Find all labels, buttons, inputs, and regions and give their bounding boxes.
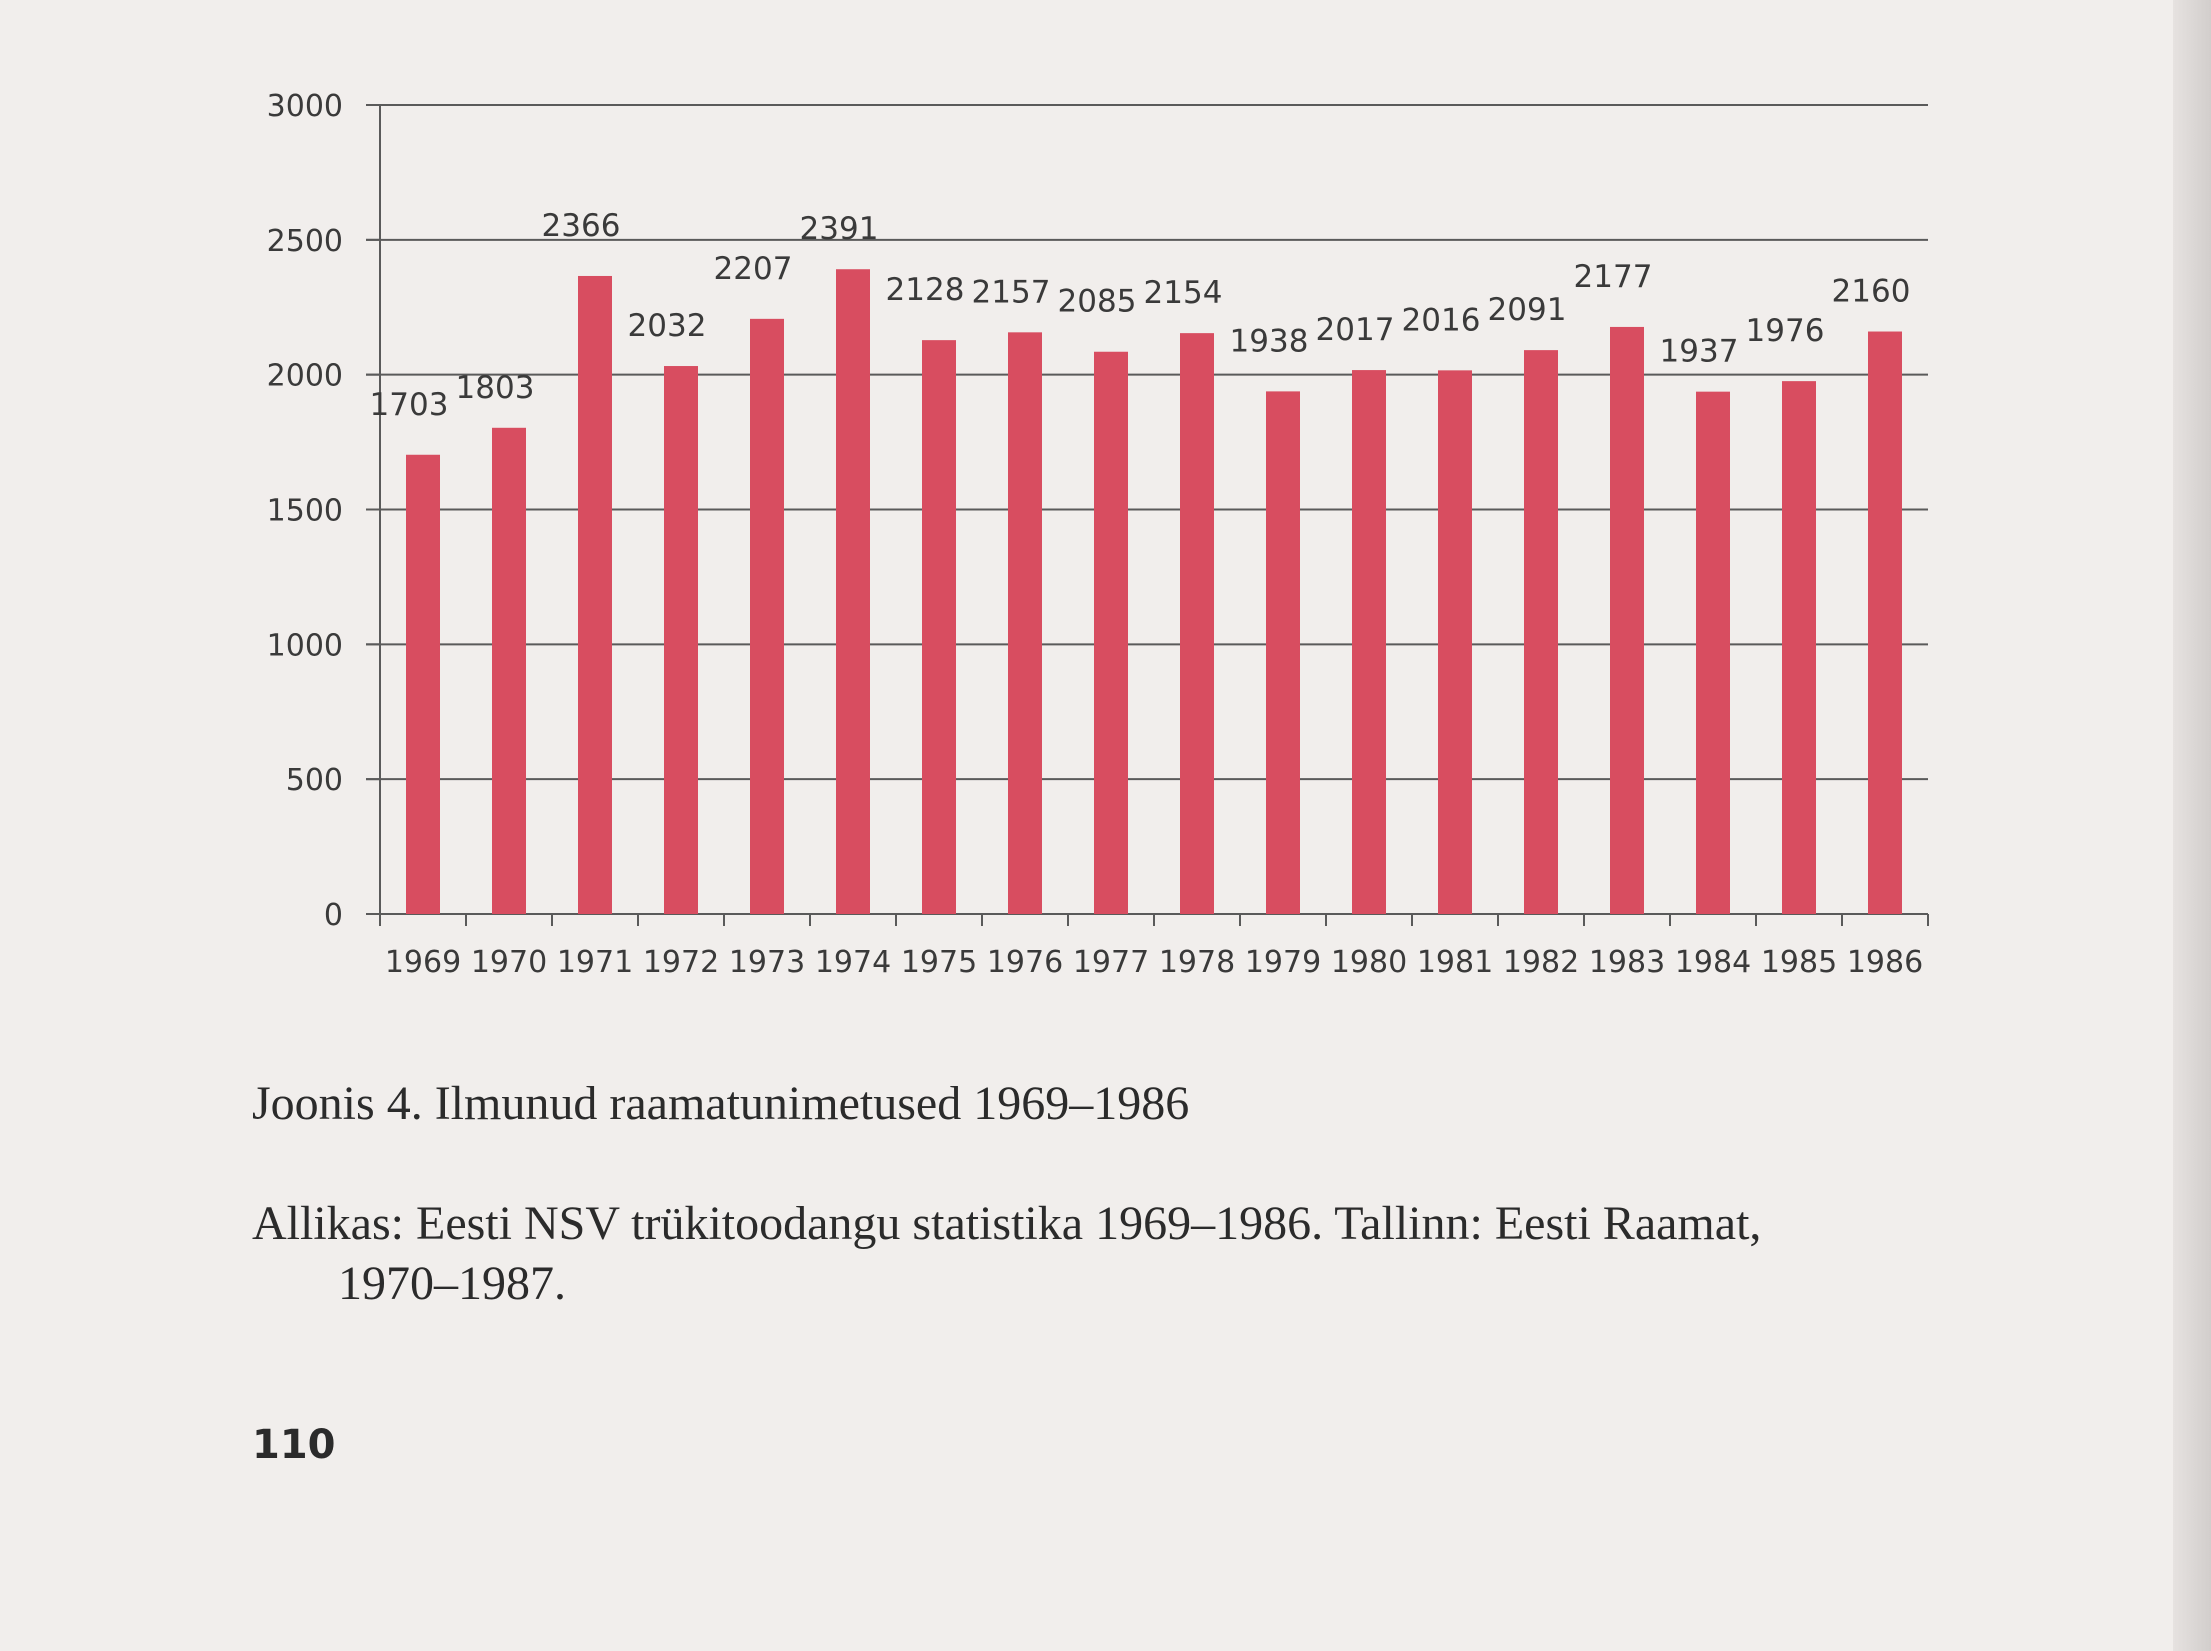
x-tick-label: 1974 xyxy=(814,945,892,980)
figure-caption: Joonis 4. Ilmunud raamatunimetused 1969–1986 xyxy=(252,1077,1190,1130)
data-label-1974: 2391 xyxy=(799,211,879,248)
bar-1982 xyxy=(1524,350,1558,914)
data-label-1978: 2154 xyxy=(1143,275,1223,312)
bar-1976 xyxy=(1008,332,1042,914)
data-label-1971: 2366 xyxy=(541,207,621,244)
bar-1978 xyxy=(1180,333,1214,914)
y-tick-label: 2000 xyxy=(266,358,343,394)
x-tick-label: 1985 xyxy=(1760,945,1838,980)
bar-1972 xyxy=(664,366,698,914)
data-label-1973: 2207 xyxy=(713,250,793,287)
bar-1971 xyxy=(578,276,612,914)
bar-1969 xyxy=(406,455,440,914)
bar-1981 xyxy=(1438,370,1472,914)
y-tick-label: 0 xyxy=(323,898,343,933)
x-tick-label: 1972 xyxy=(642,945,720,980)
x-tick-label: 1984 xyxy=(1674,945,1752,980)
x-tick-label: 1970 xyxy=(470,945,548,980)
data-label-1982: 2091 xyxy=(1487,292,1567,329)
data-label-1979: 1938 xyxy=(1229,323,1309,360)
bar-1984 xyxy=(1696,392,1730,914)
x-tick-label: 1979 xyxy=(1244,945,1322,980)
data-label-1976: 2157 xyxy=(971,274,1051,311)
bar-1985 xyxy=(1782,381,1816,914)
data-label-1986: 2160 xyxy=(1831,273,1911,310)
data-label-1985: 1976 xyxy=(1745,313,1825,350)
y-tick-label: 1500 xyxy=(266,493,343,529)
bar-1986 xyxy=(1868,332,1902,914)
page-number: 110 xyxy=(252,1422,336,1468)
data-label-1977: 2085 xyxy=(1057,283,1137,320)
x-tick-label: 1978 xyxy=(1158,945,1236,980)
y-tick-label: 2500 xyxy=(266,223,343,259)
bar-1974 xyxy=(836,269,870,914)
x-tick-label: 1986 xyxy=(1846,945,1924,980)
bar-1983 xyxy=(1610,327,1644,914)
x-tick-label: 1981 xyxy=(1416,945,1494,980)
y-tick-label: 3000 xyxy=(266,89,343,124)
data-label-1983: 2177 xyxy=(1573,258,1653,295)
y-tick-label: 1000 xyxy=(266,628,343,664)
x-tick-label: 1969 xyxy=(384,945,462,980)
data-label-1969: 1703 xyxy=(369,386,449,423)
source-note-continuation: 1970–1987. xyxy=(338,1257,566,1310)
x-tick-label: 1975 xyxy=(900,945,978,980)
y-tick-label: 500 xyxy=(285,763,343,799)
x-tick-label: 1971 xyxy=(556,945,634,980)
bar-1973 xyxy=(750,319,784,914)
data-label-1981: 2016 xyxy=(1401,302,1481,339)
data-label-1972: 2032 xyxy=(627,308,707,345)
data-label-1984: 1937 xyxy=(1659,333,1739,370)
x-tick-label: 1973 xyxy=(728,945,806,980)
bar-1975 xyxy=(922,340,956,914)
bar-1979 xyxy=(1266,391,1300,914)
source-note: Allikas: Eesti NSV trükitoodangu statistika 1969–1986. Tallinn: Eesti Raamat, xyxy=(252,1197,1762,1250)
data-label-1970: 1803 xyxy=(455,369,535,406)
bar-1977 xyxy=(1094,352,1128,914)
data-label-1975: 2128 xyxy=(885,272,965,309)
x-tick-label: 1982 xyxy=(1502,945,1580,980)
x-tick-label: 1983 xyxy=(1588,945,1666,980)
x-tick-label: 1980 xyxy=(1330,945,1408,980)
bar-1980 xyxy=(1352,370,1386,914)
data-label-1980: 2017 xyxy=(1315,312,1395,349)
bar-1970 xyxy=(492,428,526,914)
x-tick-label: 1976 xyxy=(986,945,1064,980)
x-tick-label: 1977 xyxy=(1072,945,1150,980)
page-edge-shadow xyxy=(2173,0,2211,1651)
